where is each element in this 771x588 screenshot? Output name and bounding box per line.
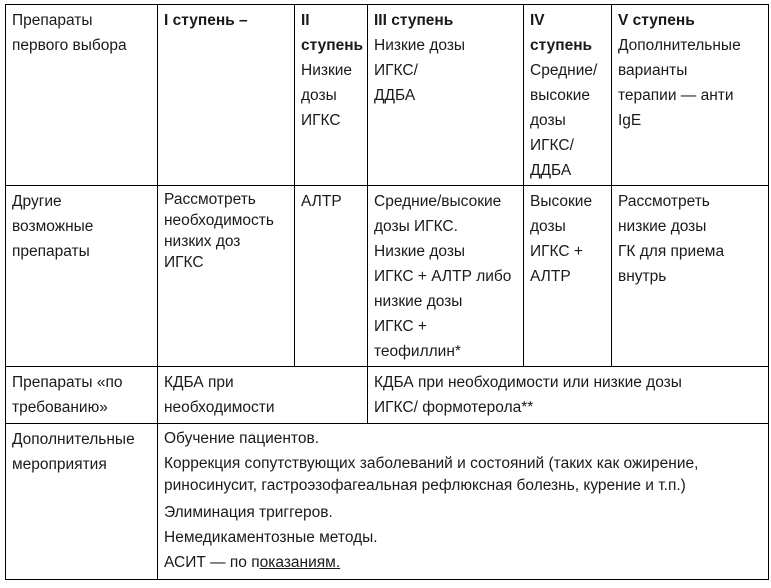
row-label-on-demand bbox=[6, 367, 158, 424]
text-line: КДБА при bbox=[164, 374, 234, 391]
step4-title-line: IV bbox=[530, 12, 545, 29]
table-row-first-choice bbox=[6, 5, 769, 186]
step2-header bbox=[295, 5, 368, 186]
text-line: возможные bbox=[12, 218, 94, 235]
text-line: низких доз bbox=[164, 233, 241, 250]
measure-item-asit bbox=[164, 550, 762, 575]
text-line: IgE bbox=[618, 112, 642, 129]
text-line: требованию» bbox=[12, 399, 108, 416]
step1-header bbox=[158, 5, 295, 186]
text-line: Рассмотреть bbox=[618, 193, 710, 210]
measure-item: Элиминация триггеров. bbox=[164, 504, 333, 521]
text-line: ДДБА bbox=[374, 87, 416, 104]
text-line: Низкие дозы bbox=[374, 243, 466, 260]
text-line: терапии — анти bbox=[618, 87, 734, 104]
text-line: Средние/высокие bbox=[374, 193, 502, 210]
row-label-additional bbox=[6, 424, 158, 580]
other-step5 bbox=[612, 186, 769, 367]
text-line: Высокие bbox=[530, 193, 593, 210]
table-row-other-drugs bbox=[6, 186, 769, 367]
text-line: ГК для приема bbox=[618, 243, 725, 260]
step4-header bbox=[524, 5, 612, 186]
text-line: АЛТР bbox=[530, 268, 571, 285]
step2-title-line: ступень bbox=[301, 37, 364, 54]
text-line: необходимость bbox=[164, 212, 274, 229]
text-line: дозы bbox=[530, 218, 566, 235]
measure-item: Обучение пациентов. bbox=[164, 430, 319, 447]
text-line: низкие дозы bbox=[374, 293, 463, 310]
step2-title-line: II bbox=[301, 12, 310, 29]
on-demand-step1-2 bbox=[158, 367, 368, 424]
text-line: высокие bbox=[530, 87, 590, 104]
text-line: дозы ИГКС. bbox=[374, 218, 458, 235]
text-line: необходимости bbox=[164, 399, 275, 416]
text-line: Дополнительные bbox=[12, 431, 135, 448]
text-line: Низкие bbox=[301, 62, 353, 79]
text-line: Дополнительные bbox=[618, 37, 741, 54]
asthma-therapy-table bbox=[5, 4, 769, 580]
text-line: Рассмотреть bbox=[164, 191, 256, 208]
table-row-on-demand bbox=[6, 367, 769, 424]
measure-item: Коррекция сопутствующих заболеваний и состояний (таких как ожирение, риносинусит, гастроэзофагеальная рефлюксная болезнь, курение и т.п.) bbox=[164, 455, 699, 494]
text-line: теофиллин* bbox=[374, 343, 461, 360]
text-line: препараты bbox=[12, 243, 90, 260]
text-line: ИГКС bbox=[164, 254, 204, 271]
text-line: ДДБА bbox=[530, 162, 572, 179]
other-step1 bbox=[158, 186, 295, 367]
text-line: Средние/ bbox=[530, 62, 598, 79]
step3-header bbox=[368, 5, 524, 186]
text-line: ИГКС/ bbox=[530, 137, 574, 154]
text-line: ИГКС + АЛТР либо bbox=[374, 268, 512, 285]
text-line: первого выбора bbox=[12, 37, 127, 54]
text-line: ИГКС bbox=[301, 112, 341, 129]
text-line: Другие bbox=[12, 193, 62, 210]
other-step2 bbox=[295, 186, 368, 367]
text-line: внутрь bbox=[618, 268, 667, 285]
measure-item: Немедикаментозные методы. bbox=[164, 529, 378, 546]
text-line: мероприятия bbox=[12, 456, 107, 473]
on-demand-step3-5 bbox=[368, 367, 769, 424]
text-line: КДБА при необходимости или низкие дозы bbox=[374, 374, 682, 391]
asit-underlined: оказаниям. bbox=[259, 554, 341, 571]
step1-title: I ступень – bbox=[164, 12, 248, 29]
text-line: ИГКС/ формотерола** bbox=[374, 399, 534, 416]
row-label-other-drugs bbox=[6, 186, 158, 367]
text-line: Препараты bbox=[12, 12, 93, 29]
text-line: дозы bbox=[301, 87, 337, 104]
text-line: ИГКС/ bbox=[374, 62, 418, 79]
step5-header bbox=[612, 5, 769, 186]
text-line: АЛТР bbox=[301, 193, 342, 210]
text-line: низкие дозы bbox=[618, 218, 707, 235]
other-step3 bbox=[368, 186, 524, 367]
asit-prefix: АСИТ — по п bbox=[164, 554, 260, 571]
text-line: ИГКС + bbox=[374, 318, 427, 335]
text-line: варианты bbox=[618, 62, 688, 79]
step4-title-line: ступень bbox=[530, 37, 593, 54]
row-label-first-choice bbox=[6, 5, 158, 186]
text-line: Низкие дозы bbox=[374, 37, 466, 54]
other-step4 bbox=[524, 186, 612, 367]
text-line: дозы bbox=[530, 112, 566, 129]
step5-title: V ступень bbox=[618, 12, 695, 29]
text-line: Препараты «по bbox=[12, 374, 123, 391]
table-row-additional bbox=[6, 424, 769, 580]
additional-measures bbox=[158, 424, 769, 580]
text-line: ИГКС + bbox=[530, 243, 583, 260]
step3-title: III ступень bbox=[374, 12, 454, 29]
